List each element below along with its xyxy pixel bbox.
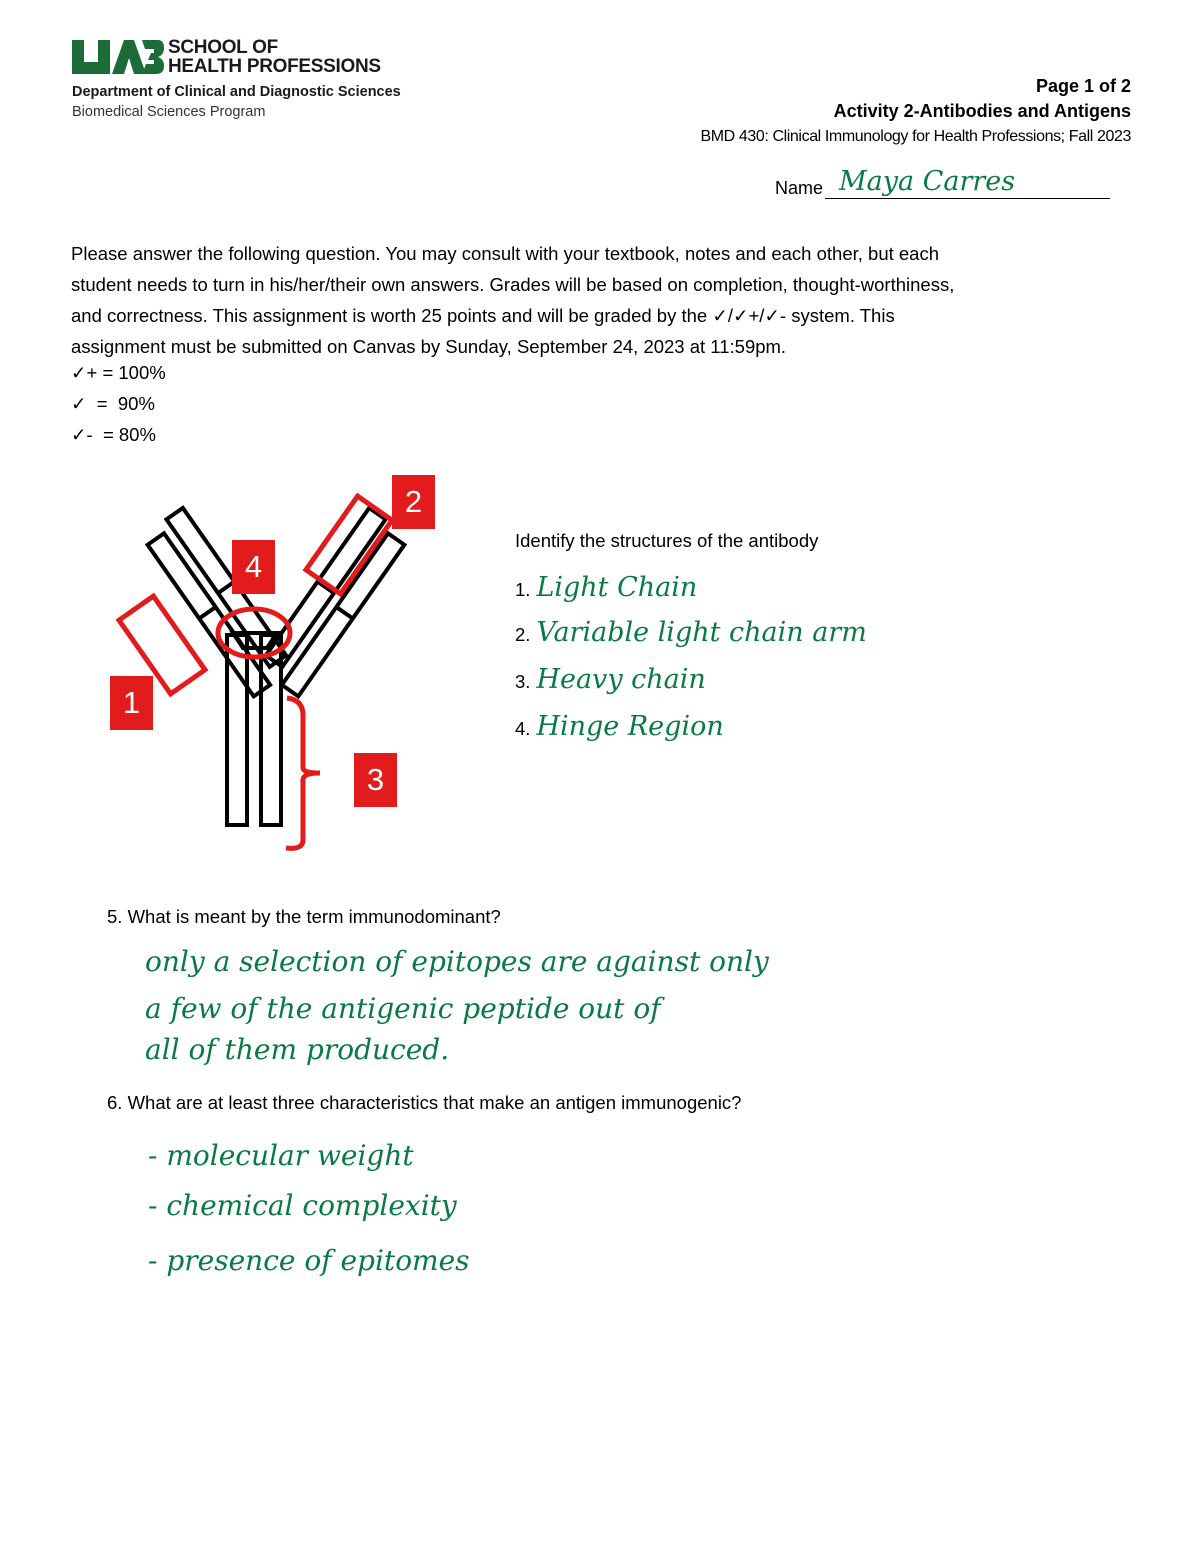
- answer-4: [515, 711, 724, 742]
- department-name: Department of Clinical and Diagnostic Sciences: [72, 84, 401, 100]
- answer-1-handwritten: Light Chain: [536, 572, 698, 603]
- activity-title: Activity 2-Antibodies and Antigens: [833, 101, 1131, 121]
- grade-check: ✓ = 90%: [71, 393, 155, 414]
- answer-3-handwritten: Heavy chain: [536, 664, 706, 695]
- identify-prompt: Identify the structures of the antibody: [515, 530, 819, 551]
- q6-answer-line-1: - molecular weight: [148, 1139, 414, 1172]
- answer-3-number: 3.: [515, 671, 531, 692]
- label-2-marker: 2: [392, 475, 435, 529]
- instructions-line-1: Please answer the following question. You may consult with your textbook, notes and each other, but each: [71, 243, 940, 264]
- instructions-line-4: assignment must be submitted on Canvas by Sunday, September 24, 2023 at 11:59pm.: [71, 336, 787, 357]
- answer-1-number: 1.: [515, 579, 531, 600]
- q6-answer-line-3: - presence of epitomes: [148, 1244, 470, 1277]
- q5-answer-line-3: all of them produced.: [145, 1033, 450, 1066]
- grade-check-minus: ✓- = 80%: [71, 424, 156, 445]
- heavy-chain-bracket-marker: [286, 698, 320, 848]
- instructions-line-2: student needs to turn in his/her/their own answers. Grades will be based on completion, thought-worthiness,: [71, 274, 955, 295]
- antibody-diagram: [96, 470, 456, 860]
- instructions-line-3: and correctness. This assignment is worth 25 points and will be graded by the ✓/✓+/✓- system. This: [71, 305, 895, 326]
- question-5: 5. What is meant by the term immunodominant?: [107, 906, 501, 927]
- program-name: Biomedical Sciences Program: [72, 104, 266, 120]
- uab-logo: [72, 40, 164, 74]
- answer-2-handwritten: Variable light chain arm: [536, 617, 867, 648]
- label-1-marker: 1: [110, 676, 153, 730]
- q6-answer-line-2: - chemical complexity: [148, 1189, 457, 1222]
- answer-3: [515, 664, 706, 695]
- page-number: Page 1 of 2: [1035, 76, 1131, 96]
- course-title: BMD 430: Clinical Immunology for Health Professions; Fall 2023: [700, 128, 1131, 145]
- q5-answer-line-1: only a selection of epitopes are against only: [145, 945, 769, 978]
- answer-1: [515, 572, 697, 603]
- name-field: [775, 166, 1110, 199]
- school-line-2: HEALTH PROFESSIONS: [168, 56, 381, 77]
- answer-4-handwritten: Hinge Region: [536, 711, 724, 742]
- answer-2-number: 2.: [515, 624, 531, 645]
- name-label: Name: [775, 178, 824, 198]
- school-name: [168, 38, 381, 76]
- answer-2: [515, 617, 867, 648]
- q5-answer-line-2: a few of the antigenic peptide out of: [145, 992, 661, 1025]
- student-name-handwritten: Maya Carres: [839, 166, 1016, 197]
- school-line-1: SCHOOL OF: [168, 37, 278, 58]
- label-3-marker: 3: [354, 753, 397, 807]
- right-arm-outer: [282, 533, 404, 696]
- answer-4-number: 4.: [515, 718, 531, 739]
- instructions: [71, 238, 1151, 362]
- question-6: 6. What are at least three characteristics that make an antigen immunogenic?: [107, 1092, 742, 1113]
- name-line[interactable]: [825, 166, 1110, 199]
- grade-check-plus: ✓+ = 100%: [71, 362, 166, 383]
- label-4-marker: 4: [232, 540, 275, 594]
